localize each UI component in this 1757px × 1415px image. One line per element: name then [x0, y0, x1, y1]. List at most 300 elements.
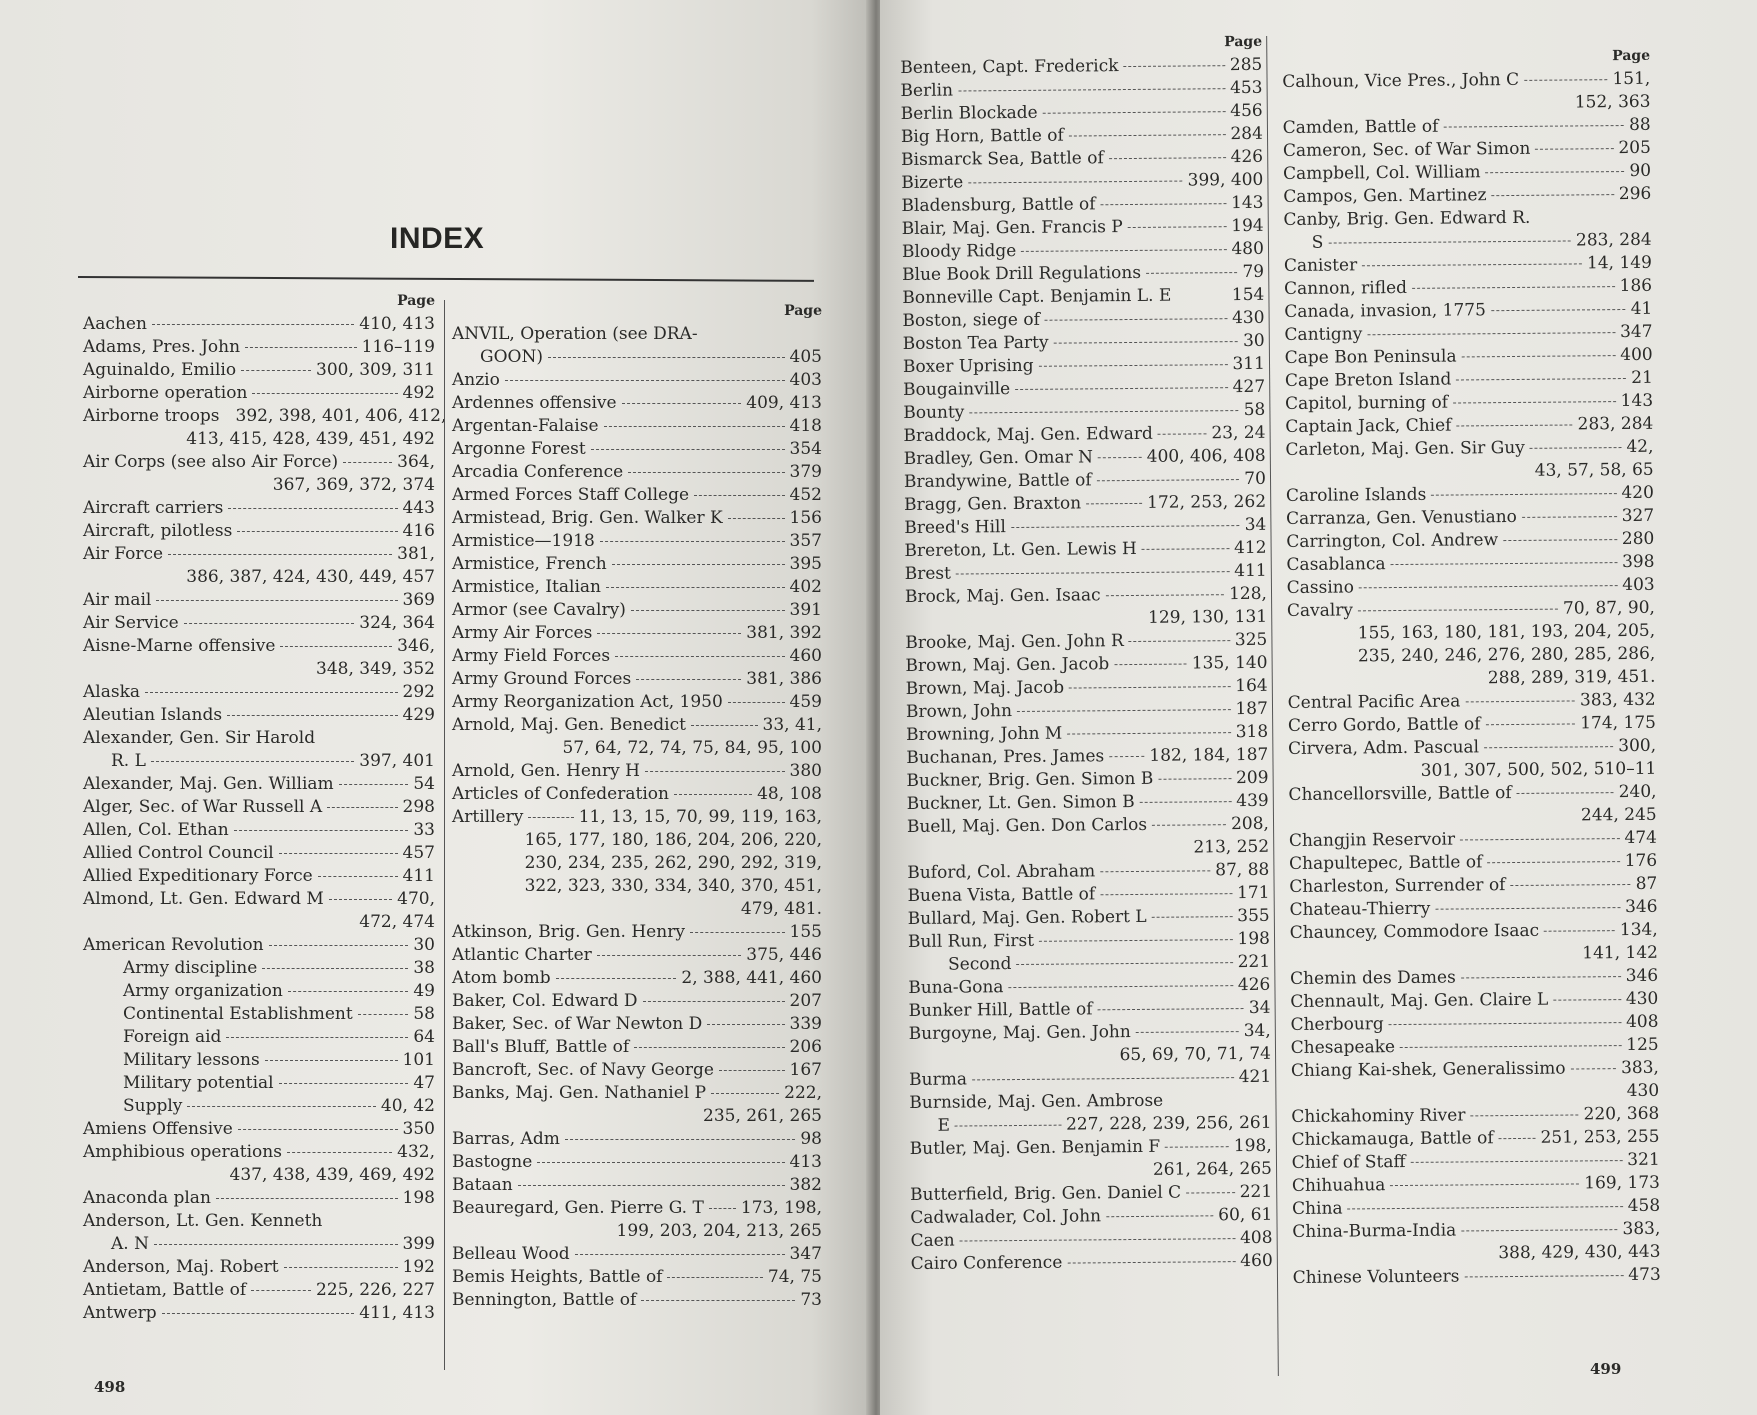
page-refs-continued: 235, 240, 246, 276, 280, 285, 286, — [1357, 643, 1656, 667]
index-entry-line — [1288, 712, 1656, 738]
page-refs: 88 — [1628, 114, 1651, 135]
index-entry-line — [908, 974, 1270, 1000]
index-term: Chinese Volunteers — [1292, 1266, 1460, 1288]
index-entry — [83, 405, 447, 451]
dot-leader — [1491, 309, 1626, 311]
index-entry — [83, 1003, 435, 1026]
index-entry-line — [1284, 252, 1652, 278]
index-term: Atlantic Charter — [452, 945, 592, 965]
index-entry — [900, 77, 1262, 103]
index-entry — [452, 1174, 822, 1197]
index-entry-line — [1292, 1172, 1660, 1198]
page-refs-continued: 472, 474 — [359, 912, 435, 932]
index-entry-line — [83, 1003, 435, 1026]
index-term-continued: E — [937, 1115, 951, 1136]
index-entry — [907, 790, 1269, 816]
dot-leader — [1101, 203, 1226, 205]
dot-leader — [667, 1277, 762, 1278]
dot-leader — [1348, 1206, 1623, 1209]
index-entry-line — [1290, 919, 1658, 945]
page-refs: 383, — [1620, 1057, 1660, 1079]
index-term: Campos, Gen. Martinez — [1283, 185, 1487, 207]
index-entry-line — [452, 668, 822, 691]
index-entry — [1282, 68, 1650, 117]
page-refs: 292 — [402, 682, 435, 702]
index-entry-line — [1291, 1103, 1659, 1129]
page-refs: 207 — [789, 991, 822, 1011]
page-refs-continued: 129, 130, 131 — [1148, 606, 1268, 628]
page-refs: 400, 406, 408 — [1146, 445, 1266, 467]
page-refs-continued: 348, 349, 352 — [316, 659, 435, 679]
dot-leader — [184, 623, 355, 624]
page-refs: 456 — [1230, 100, 1263, 122]
page-refs-continued: 199, 203, 204, 213, 265 — [616, 1221, 822, 1241]
index-entry — [452, 369, 822, 392]
dot-leader — [1067, 732, 1230, 734]
index-entry — [452, 1036, 822, 1059]
index-entry-line — [902, 284, 1264, 310]
index-term: Armistice, Italian — [452, 577, 601, 597]
index-entry — [452, 714, 822, 760]
index-term: Bonneville Capt. Benjamin L. E — [902, 285, 1172, 308]
index-term: Brereton, Lt. Gen. Lewis H — [904, 538, 1137, 561]
index-entry-line — [910, 1181, 1272, 1207]
index-entry — [1288, 712, 1656, 738]
index-entry-line — [904, 468, 1266, 494]
page-refs: 47 — [413, 1073, 435, 1093]
index-term: Military potential — [123, 1073, 274, 1093]
dot-leader — [269, 945, 409, 946]
index-entry — [83, 1026, 435, 1049]
page-refs: 169, 173 — [1584, 1172, 1661, 1194]
index-entry — [901, 100, 1263, 126]
index-entry-line — [1291, 1126, 1659, 1152]
page-refs: 355 — [1237, 905, 1270, 927]
index-term: Cape Bon Peninsula — [1284, 346, 1457, 368]
page-refs: 221 — [1239, 1181, 1273, 1203]
index-entry-line — [83, 405, 447, 428]
index-term: Cerro Gordo, Battle of — [1287, 714, 1481, 736]
page-number: 498 — [94, 1378, 126, 1396]
index-term: Military lessons — [123, 1050, 260, 1070]
index-term: Ardennes offensive — [452, 393, 617, 413]
index-entry — [1284, 298, 1652, 324]
index-term: Chancellorsville, Battle of — [1288, 783, 1512, 805]
index-entry — [1287, 597, 1656, 692]
dot-leader — [1069, 134, 1226, 136]
index-term: Bemis Heights, Battle of — [452, 1267, 663, 1287]
index-term: Argonne Forest — [452, 439, 586, 459]
dot-leader — [152, 324, 354, 325]
index-entry — [452, 461, 822, 484]
index-term: Barras, Adm — [452, 1129, 560, 1149]
index-entry-line — [83, 1095, 435, 1118]
index-entry-line — [905, 560, 1267, 586]
index-entry-line — [83, 750, 435, 773]
index-term: Brown, Maj. Jacob — [905, 677, 1065, 699]
index-entry-line — [452, 1266, 822, 1289]
index-entry-line — [908, 905, 1270, 931]
index-entry — [1288, 781, 1656, 830]
index-entry — [904, 468, 1266, 494]
index-entry — [452, 760, 822, 783]
index-entry-line — [1286, 482, 1654, 508]
dot-leader — [1129, 640, 1230, 642]
page-refs: 480 — [1231, 238, 1264, 260]
page-refs: 411 — [402, 866, 435, 886]
index-entry — [907, 882, 1269, 908]
page-refs: 283, 284 — [1575, 229, 1652, 251]
index-entry — [910, 1204, 1272, 1230]
dot-leader — [227, 715, 398, 716]
index-entry-line — [83, 336, 435, 359]
page-refs: 174, 175 — [1580, 712, 1656, 734]
index-entry-line — [452, 944, 822, 967]
index-term: Bismarck Sea, Battle of — [901, 148, 1104, 170]
index-entry — [83, 543, 435, 589]
index-term: Charleston, Surrender of — [1289, 875, 1506, 897]
left-page — [0, 0, 872, 1415]
index-entry — [452, 1059, 822, 1082]
index-entry — [904, 514, 1266, 540]
page-refs: 402 — [789, 577, 822, 597]
index-term: Aircraft, pilotless — [83, 521, 233, 541]
index-entry — [1289, 850, 1657, 876]
index-term: Benteen, Capt. Frederick — [900, 56, 1119, 78]
index-entry — [452, 323, 822, 369]
page-refs: 240, — [1618, 781, 1657, 803]
index-entry — [1286, 505, 1654, 531]
index-entry-line — [83, 727, 435, 750]
index-term: Chennault, Maj. Gen. Claire L — [1290, 989, 1549, 1012]
index-entry-line — [902, 238, 1264, 264]
page-refs: 222, — [784, 1083, 822, 1103]
index-entry — [452, 921, 822, 944]
dot-leader — [1114, 664, 1187, 666]
page-refs-continued: 155, 163, 180, 181, 193, 204, 205, — [1357, 620, 1656, 644]
index-entry — [83, 359, 435, 382]
dot-leader — [151, 761, 354, 762]
index-term: Cantigny — [1284, 324, 1363, 345]
index-term: Aachen — [83, 314, 147, 334]
index-entry-line — [83, 520, 435, 543]
index-term: Bizerte — [901, 172, 964, 193]
index-entry-line — [1289, 896, 1657, 922]
page-refs: 70 — [1244, 468, 1266, 490]
index-term: Blue Book Drill Regulations — [902, 262, 1142, 285]
dot-leader — [1411, 1160, 1623, 1163]
index-term: Adams, Pres. John — [83, 337, 241, 357]
page-refs: 48, 108 — [757, 784, 822, 804]
index-term: Army organization — [123, 981, 283, 1001]
index-term: Aleutian Islands — [83, 705, 223, 725]
index-entry-line — [83, 865, 435, 888]
index-entry — [901, 146, 1263, 172]
index-entry-line — [906, 721, 1268, 747]
page-column-header: Page — [1224, 33, 1263, 51]
index-entry-line — [901, 192, 1263, 218]
index-term: Brown, Maj. Gen. Jacob — [905, 654, 1110, 676]
page-refs: 171 — [1236, 882, 1270, 904]
index-entry — [83, 1187, 435, 1210]
page-refs: 383, 432 — [1579, 689, 1656, 711]
index-entry — [905, 560, 1267, 586]
page-refs: 395 — [789, 554, 822, 574]
index-term: Bradley, Gen. Omar N — [903, 447, 1094, 469]
index-entry-line — [1284, 229, 1652, 255]
dot-leader — [1054, 341, 1238, 344]
page-refs: 296 — [1618, 183, 1652, 205]
page-refs: 470, — [397, 889, 435, 909]
index-term: Cannon, rifled — [1284, 277, 1408, 299]
index-entry-line — [1293, 1264, 1661, 1290]
index-entry — [452, 967, 822, 990]
index-entry — [1283, 160, 1651, 186]
dot-leader — [1106, 1215, 1213, 1217]
page-refs: 327 — [1621, 505, 1655, 527]
page-refs: 54 — [413, 774, 435, 794]
page-refs: 403 — [789, 370, 822, 390]
index-entry-line — [83, 1256, 435, 1279]
index-term: Artillery — [452, 807, 524, 827]
page-refs: 453 — [1229, 77, 1263, 99]
dot-leader — [694, 495, 785, 496]
page-refs-continued: 141, 142 — [1582, 942, 1658, 964]
dot-leader — [1462, 355, 1616, 357]
page-refs: 172, 253, 262 — [1147, 491, 1267, 513]
page-refs: 379 — [789, 462, 822, 482]
index-term: Bragg, Gen. Braxton — [904, 493, 1082, 515]
page-refs: 2, 388, 441, 460 — [681, 968, 822, 988]
index-entry-line — [452, 599, 822, 622]
index-entry-line — [905, 583, 1267, 609]
index-entry — [83, 796, 435, 819]
index-term: Baker, Sec. of War Newton D — [452, 1014, 703, 1034]
index-entry — [1291, 1034, 1659, 1060]
index-term: Air Corps (see also Air Force) — [83, 452, 339, 472]
index-entry-line — [452, 369, 822, 392]
page-refs: 347 — [789, 1244, 822, 1264]
index-entry — [902, 261, 1264, 287]
index-entry-line — [1292, 1195, 1660, 1221]
index-entry — [452, 990, 822, 1013]
index-term: Banks, Maj. Gen. Nathaniel P — [452, 1083, 707, 1103]
index-entry — [83, 1095, 435, 1118]
page-refs: 30 — [1242, 330, 1265, 352]
page-refs: 426 — [1237, 974, 1271, 996]
index-entry — [907, 813, 1269, 862]
index-term: Calhoun, Vice Pres., John C — [1282, 69, 1520, 92]
index-entry-line — [909, 1089, 1271, 1115]
index-term: Berlin Blockade — [900, 102, 1038, 124]
page-refs: 346 — [1624, 896, 1658, 918]
dot-leader — [1136, 1031, 1239, 1033]
dot-leader — [636, 679, 741, 680]
index-entry — [452, 806, 822, 921]
index-term: Bladensburg, Battle of — [901, 194, 1096, 216]
page-refs: 14, 149 — [1586, 252, 1652, 274]
page-refs: 11, 13, 15, 70, 99, 119, 163, — [578, 807, 822, 827]
index-term: Beauregard, Gen. Pierre G. T — [452, 1198, 704, 1218]
page-refs: 381, 392 — [746, 623, 822, 643]
dot-leader — [709, 1208, 736, 1209]
index-term: Butterfield, Brig. Gen. Daniel C — [910, 1182, 1182, 1205]
index-term-continued: GOON) — [480, 347, 543, 367]
index-entry — [906, 744, 1268, 770]
dot-leader — [597, 955, 742, 956]
index-entry — [452, 415, 822, 438]
index-term: Belleau Wood — [452, 1244, 570, 1264]
index-entry — [83, 1302, 435, 1325]
index-term: Bounty — [903, 402, 965, 423]
page-refs: 221 — [1237, 951, 1271, 973]
dot-leader — [728, 702, 785, 703]
dot-leader — [1067, 1261, 1235, 1263]
index-entry — [83, 842, 435, 865]
index-entry — [83, 1049, 435, 1072]
page-refs-continued: 244, 245 — [1580, 804, 1657, 826]
page-refs: 79 — [1242, 261, 1265, 283]
index-term: Cameron, Sec. of War Simon — [1282, 138, 1531, 161]
page-refs: 40, 42 — [380, 1096, 435, 1116]
page-refs: 430 — [1625, 988, 1659, 1010]
dot-leader — [1400, 1045, 1621, 1048]
index-term: Army Air Forces — [452, 623, 593, 643]
index-term: Braddock, Maj. Gen. Edward — [903, 423, 1153, 446]
index-entry — [83, 451, 435, 497]
index-term: Anzio — [452, 370, 500, 390]
page-refs: 429 — [402, 705, 435, 725]
index-term: Cape Breton Island — [1284, 369, 1452, 391]
index-term: Continental Establishment — [123, 1004, 353, 1024]
index-entry-line — [83, 819, 435, 842]
page-refs: 58 — [413, 1004, 435, 1024]
page-refs: 318 — [1235, 721, 1269, 743]
index-entry — [1286, 551, 1654, 577]
index-entry — [452, 1151, 822, 1174]
index-term: Cairo Conference — [910, 1252, 1063, 1274]
index-entry — [452, 1266, 822, 1289]
index-entry — [1289, 827, 1657, 853]
index-entry — [910, 1135, 1272, 1184]
index-entry-line — [452, 1128, 822, 1151]
index-entry-line — [901, 146, 1263, 172]
page-refs: 30 — [413, 935, 435, 955]
page-refs: 198 — [1237, 928, 1270, 950]
index-entry — [83, 934, 435, 957]
dot-leader — [674, 794, 752, 795]
index-term: Amiens Offensive — [83, 1119, 233, 1139]
index-entry — [83, 704, 435, 727]
index-entry-line — [83, 497, 435, 520]
index-entry-line — [83, 1141, 435, 1164]
index-entry — [83, 313, 435, 336]
page-refs: 460 — [789, 646, 822, 666]
index-term: Buna-Gona — [908, 977, 1004, 998]
index-entry — [452, 1289, 822, 1312]
index-entry — [452, 1128, 822, 1151]
dot-leader — [634, 1047, 784, 1048]
dot-leader — [719, 1070, 785, 1071]
index-entry — [452, 530, 822, 553]
index-entry — [1290, 919, 1658, 968]
index-term: American Revolution — [83, 935, 264, 955]
index-entry — [1285, 390, 1653, 416]
index-term: Antietam, Battle of — [83, 1280, 247, 1300]
index-entry-line — [906, 675, 1268, 701]
dot-leader — [537, 1162, 784, 1163]
index-entry-line — [1284, 275, 1652, 301]
index-entry — [452, 622, 822, 645]
index-entry-line — [452, 990, 822, 1013]
dot-leader — [145, 692, 398, 693]
index-entry — [83, 1256, 435, 1279]
dot-leader — [284, 1267, 398, 1268]
index-entry-line — [1285, 436, 1653, 462]
page-refs: 173, 198, — [740, 1198, 822, 1218]
index-entry-line — [452, 714, 822, 737]
index-entry — [83, 520, 435, 543]
index-entry-line — [452, 530, 822, 553]
page-refs: 403 — [1622, 574, 1655, 596]
dot-leader — [604, 426, 785, 427]
index-entry — [1283, 183, 1651, 209]
index-entry — [452, 1243, 822, 1266]
index-term: Chemin des Dames — [1290, 967, 1456, 989]
page-refs-continued: 288, 289, 319, 451. — [1487, 666, 1656, 689]
dot-leader — [238, 1129, 398, 1130]
index-term: Chauncey, Commodore Isaac — [1289, 920, 1540, 943]
index-entry — [1285, 344, 1653, 370]
index-term: Alaska — [83, 682, 141, 702]
index-entry-line — [452, 806, 822, 829]
dot-leader — [641, 1300, 795, 1301]
index-term: Buchanan, Pres. James — [906, 746, 1105, 768]
page-refs: 400 — [1620, 344, 1653, 366]
index-term: Boston, siege of — [902, 309, 1040, 331]
index-term: Big Horn, Battle of — [900, 125, 1064, 147]
index-entry-line — [452, 346, 822, 369]
index-entry — [908, 928, 1270, 954]
index-entry — [903, 399, 1265, 425]
index-entry-line — [905, 629, 1267, 655]
index-term: Burma — [909, 1069, 968, 1090]
index-entry — [904, 491, 1266, 517]
dot-leader — [958, 88, 1225, 91]
page-refs: 421 — [1238, 1066, 1272, 1088]
index-term: Brandywine, Battle of — [903, 470, 1092, 492]
dot-leader — [597, 633, 741, 634]
page-refs: 399 — [402, 1234, 435, 1254]
page-refs: 346, — [397, 636, 435, 656]
index-entry — [1291, 1126, 1659, 1152]
dot-leader — [1016, 962, 1232, 965]
dot-leader — [1389, 1022, 1621, 1025]
index-entry — [1289, 873, 1657, 899]
dot-leader — [1362, 263, 1582, 266]
page-refs: 397, 401 — [359, 751, 435, 771]
dot-leader — [1011, 525, 1240, 528]
index-entry — [1292, 1218, 1660, 1267]
index-term: Cassino — [1286, 577, 1355, 598]
index-term-continued: R. L — [111, 751, 146, 771]
index-entry-line — [1287, 597, 1655, 623]
index-term: China-Burma-India — [1292, 1220, 1457, 1242]
index-entry-line — [1284, 298, 1652, 324]
dot-leader — [339, 784, 409, 785]
page-refs: 325 — [1234, 629, 1268, 651]
page-refs: 21 — [1631, 367, 1653, 388]
